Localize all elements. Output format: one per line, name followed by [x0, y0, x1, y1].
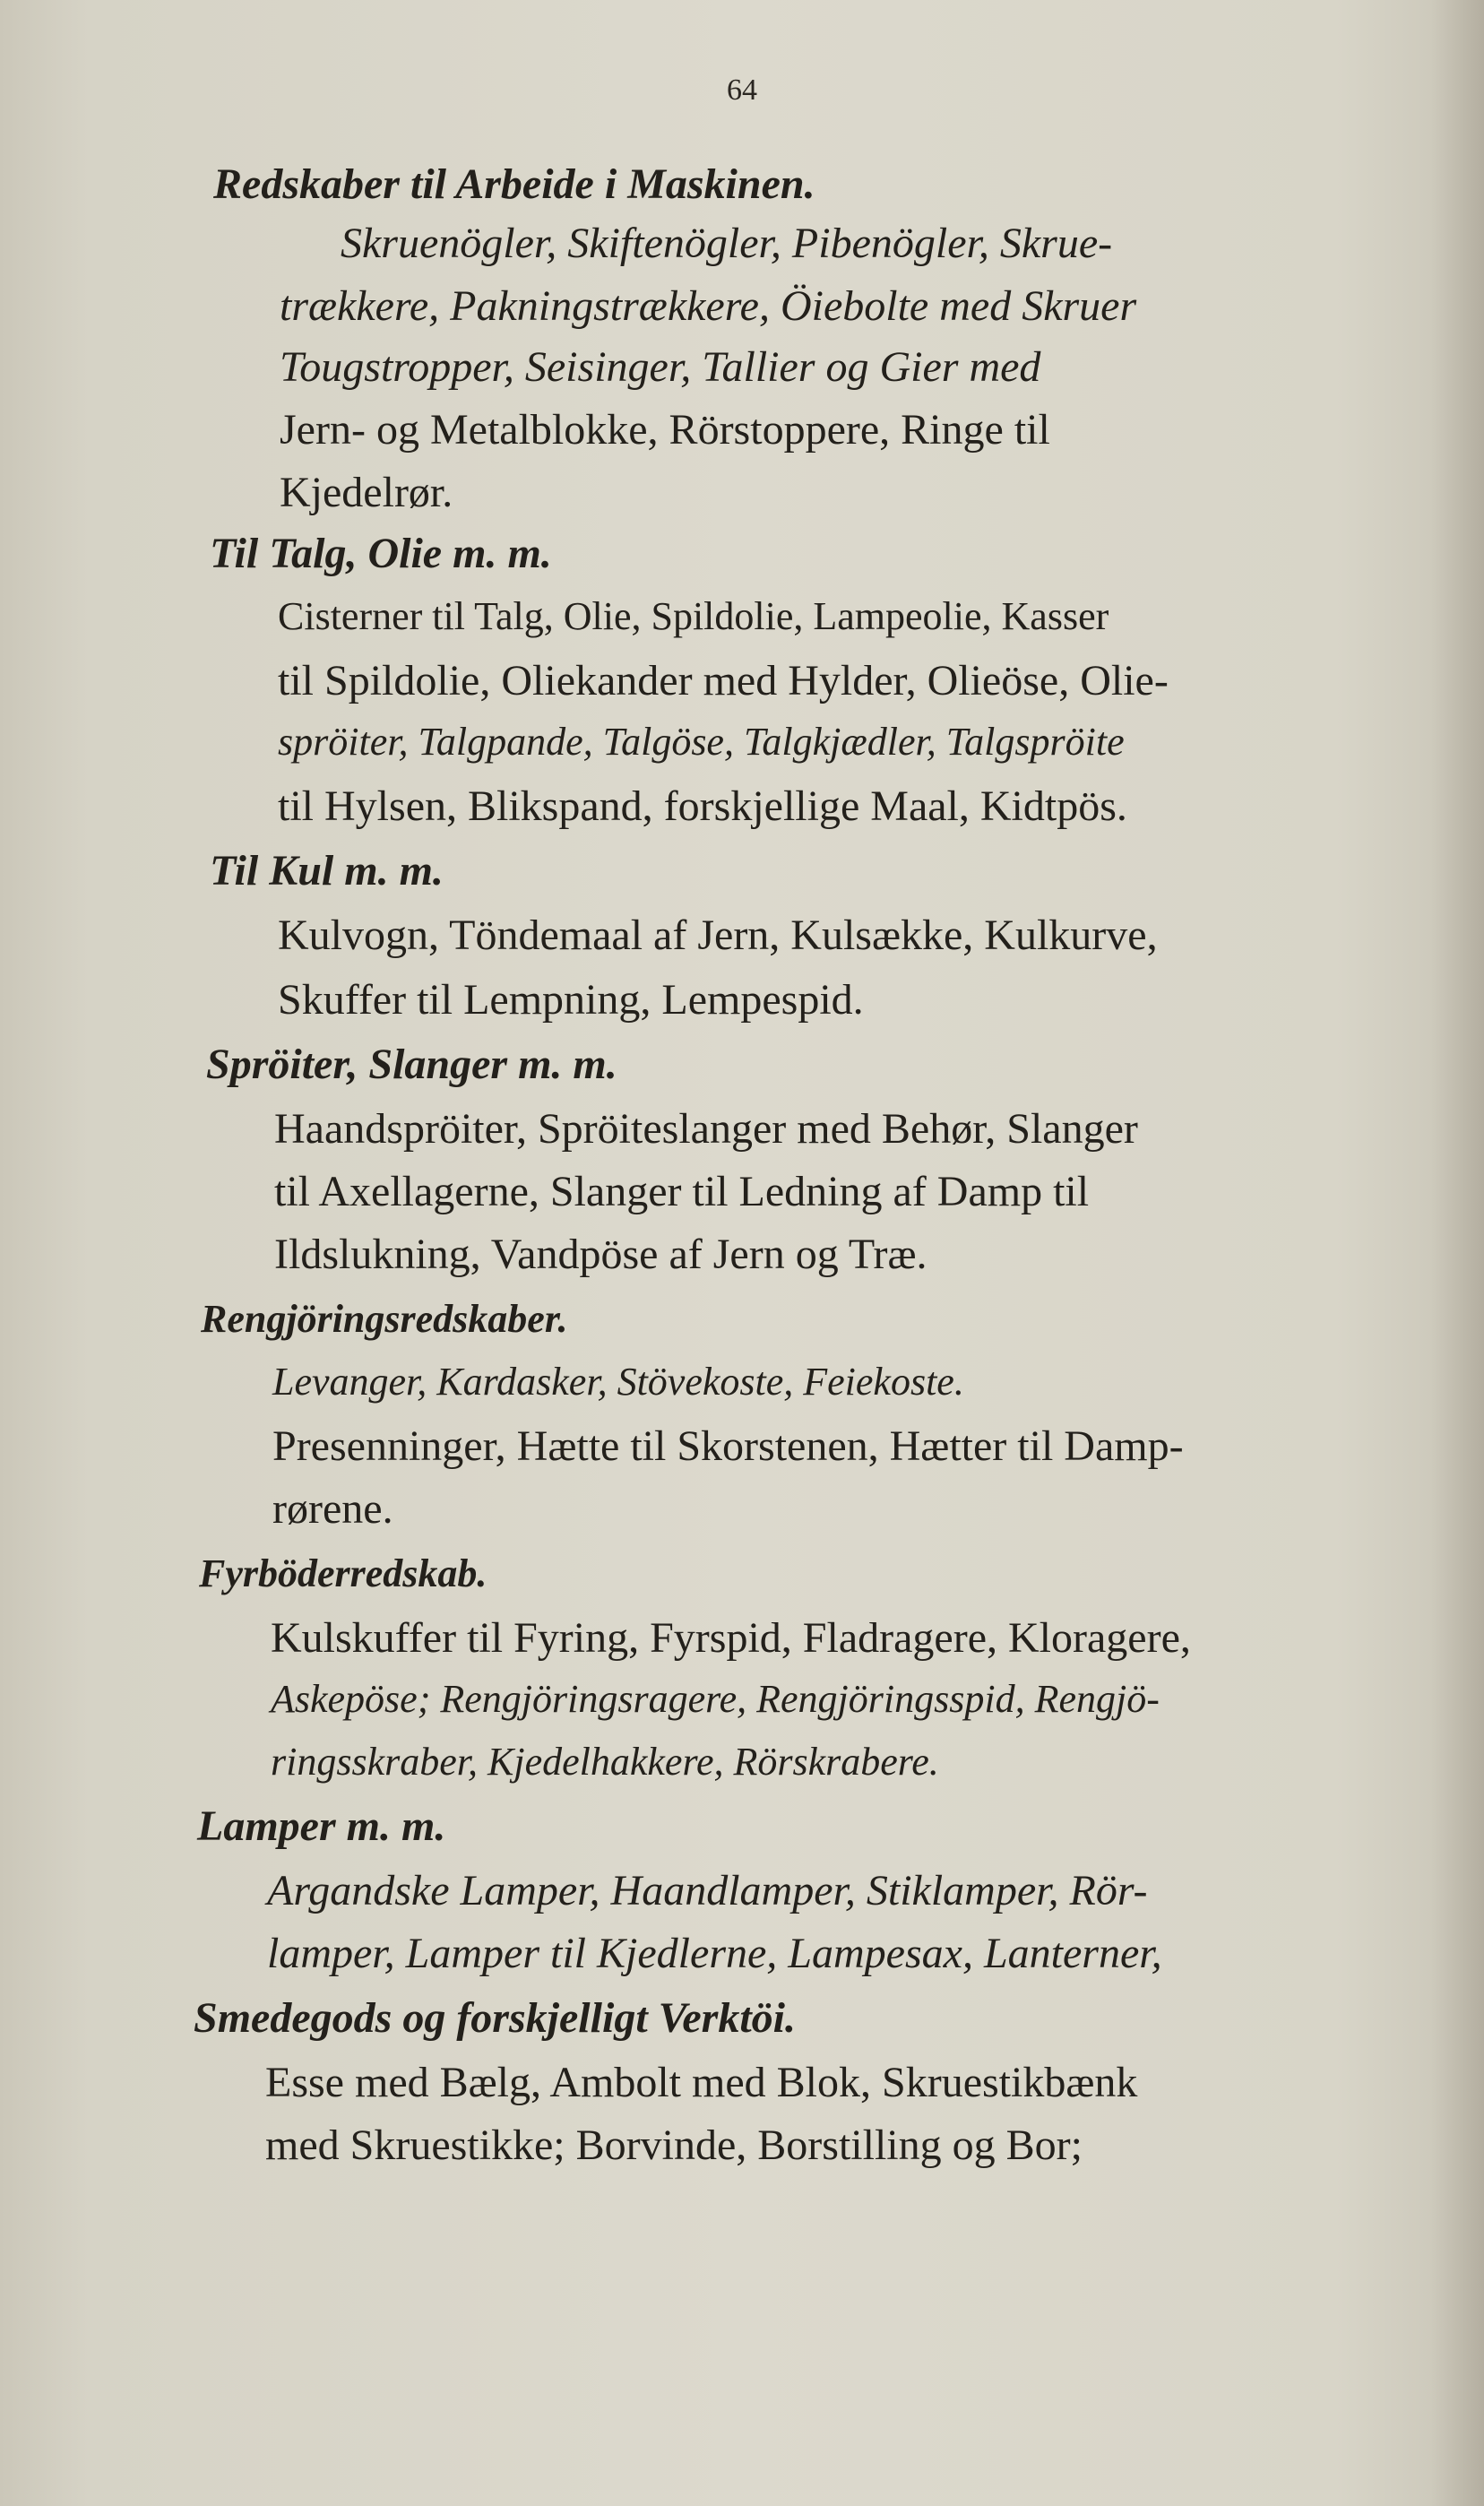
text-line: spröiter, Talgpande, Talgöse, Talgkjædler, Talgspröite	[278, 720, 1125, 764]
text-line: ringsskraber, Kjedelhakkere, Rörskrabere.	[271, 1740, 939, 1784]
text-line: Ildslukning, Vandpöse af Jern og Træ.	[274, 1231, 928, 1278]
text-line: Kjedelrør.	[280, 469, 453, 516]
section-heading: Til Talg, Olie m. m.	[210, 530, 552, 577]
text-line: trækkere, Pakningstrækkere, Öiebolte med Skruer	[280, 282, 1137, 330]
text-line: lamper, Lamper til Kjedlerne, Lampesax, Lanterner,	[267, 1930, 1162, 1977]
section-heading: Spröiter, Slanger m. m.	[206, 1041, 617, 1088]
text-line: Haandspröiter, Spröiteslanger med Behør, Slanger	[274, 1105, 1138, 1153]
text-line: Kulvogn, Töndemaal af Jern, Kulsække, Kulkurve,	[278, 912, 1158, 959]
page-edge-shadow	[1430, 0, 1484, 2506]
text-line: Argandske Lamper, Haandlamper, Stiklamper, Rör-	[267, 1867, 1148, 1914]
page-number: 64	[727, 73, 757, 107]
section-heading: Til Kul m. m.	[210, 847, 444, 894]
text-line: med Skruestikke; Borvinde, Borstilling og Bor;	[265, 2121, 1083, 2169]
text-line: til Axellagerne, Slanger til Ledning af Damp til	[274, 1168, 1090, 1215]
text-line: til Hylsen, Blikspand, forskjellige Maal, Kidtpös.	[278, 782, 1127, 830]
text-line: Askepöse; Rengjöringsragere, Rengjöringsspid, Rengjö-	[271, 1677, 1160, 1721]
text-line: Presenninger, Hætte til Skorstenen, Hætter til Damp-	[272, 1422, 1184, 1470]
section-heading: Fyrböderredskab.	[199, 1551, 487, 1595]
text-line: til Spildolie, Oliekander med Hylder, Olieöse, Olie-	[278, 657, 1169, 704]
text-line: Levanger, Kardasker, Stövekoste, Feiekoste.	[272, 1360, 964, 1404]
text-line: Skruenögler, Skiftenögler, Pibenögler, Skrue-	[341, 220, 1113, 267]
text-line: Tougstropper, Seisinger, Tallier og Gier med	[280, 343, 1041, 391]
section-heading: Redskaber til Arbeide i Maskinen.	[213, 160, 815, 208]
text-line: Kulskuffer til Fyring, Fyrspid, Fladragere, Kloragere,	[271, 1614, 1191, 1662]
section-heading: Lamper m. m.	[197, 1802, 446, 1850]
text-line: rørene.	[272, 1485, 393, 1533]
section-heading: Smedegods og forskjelligt Verktöi.	[194, 1994, 796, 2042]
section-heading: Rengjöringsredskaber.	[201, 1297, 568, 1341]
text-line: Skuffer til Lempning, Lempespid.	[278, 976, 864, 1024]
text-line: Jern- og Metalblokke, Rörstoppere, Ringe til	[280, 406, 1050, 454]
text-line: Esse med Bælg, Ambolt med Blok, Skruestikbænk	[265, 2059, 1138, 2106]
text-line: Cisterner til Talg, Olie, Spildolie, Lampeolie, Kasser	[278, 594, 1109, 638]
